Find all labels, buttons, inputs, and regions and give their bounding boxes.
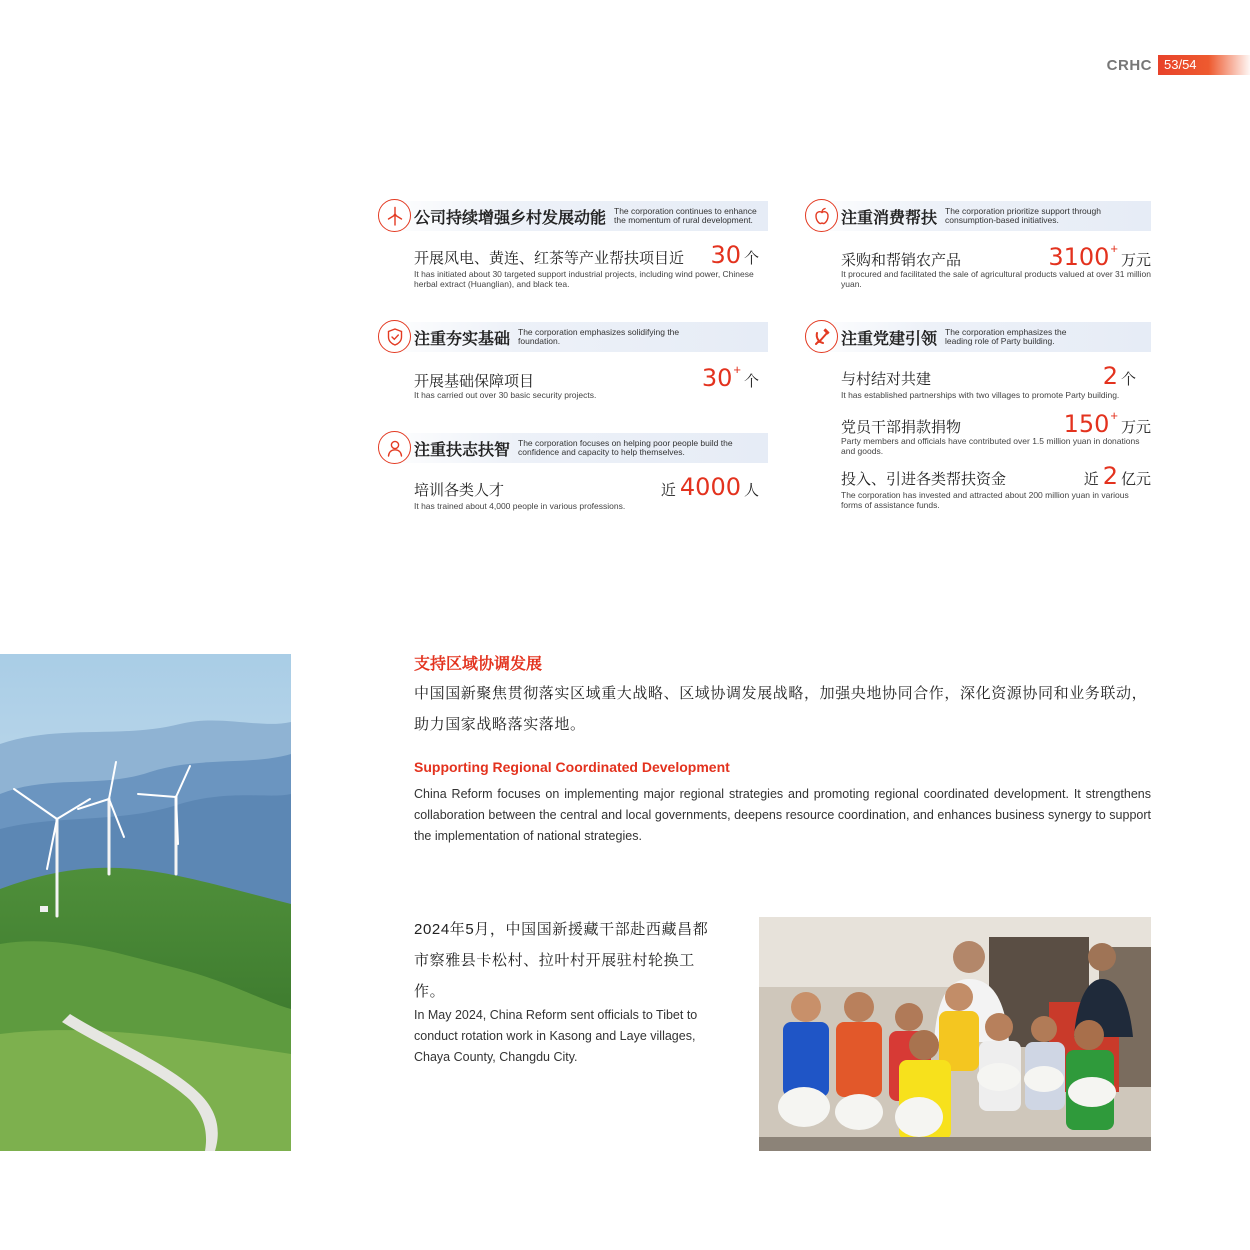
stat-label: 采购和帮销农产品 — [841, 252, 962, 269]
photo-caption-cn: 2024年5月，中国国新援藏干部赴西藏昌都市察雅县卡松村、拉叶村开展驻村轮换工作。 — [414, 921, 709, 1000]
stat-label: 投入、引进各类帮扶资金 — [841, 471, 1007, 488]
stat-number: 2 — [1102, 362, 1118, 390]
block-foundation — [378, 322, 768, 400]
stat-value — [1084, 462, 1151, 490]
stat-label: 开展风电、黄连、红茶等产业帮扶项目近 — [414, 250, 685, 267]
shield-check-icon — [378, 320, 411, 353]
stat-plus: + — [1110, 241, 1118, 256]
block-rural-development — [378, 201, 768, 289]
stat-description: Party members and officials have contributed over 1.5 million yuan in donations and goods. — [841, 436, 1140, 456]
stat-number: 30 — [710, 241, 741, 269]
stat-unit: 万元 — [1120, 419, 1151, 436]
block-subtitle: The corporation prioritize support through consumption-based initiatives. — [945, 206, 1101, 225]
block-subtitle: The corporation emphasizes the leading role of Party building. — [945, 327, 1067, 346]
stat-description: The corporation has invested and attracted about 200 million yuan in various forms of assistance funds. — [841, 490, 1129, 510]
block-subtitle: The corporation continues to enhance the momentum of rural development. — [614, 206, 757, 225]
hammer-sickle-icon — [805, 320, 838, 353]
stat-row — [841, 241, 1151, 289]
stat-description: It procured and facilitated the sale of agricultural products valued at over 31 million yuan. — [841, 269, 1151, 289]
stat-unit: 个 — [743, 373, 759, 390]
block-title: 注重消费帮扶 — [841, 209, 938, 227]
block-title: 公司持续增强乡村发展动能 — [414, 209, 607, 227]
block-wisdom — [378, 433, 768, 511]
section-title-en: Supporting Regional Coordinated Development — [414, 759, 730, 775]
stat-row — [414, 362, 759, 400]
stat-row — [841, 362, 1151, 400]
section-title-cn: 支持区域协调发展 — [414, 656, 543, 673]
stat-value — [702, 362, 759, 392]
page-number: 53/54 — [1158, 55, 1250, 75]
page-header — [1107, 55, 1250, 75]
stat-number: 2 — [1102, 462, 1118, 490]
apple-icon — [805, 199, 838, 232]
stat-unit: 个 — [743, 250, 759, 267]
stat-value — [1048, 241, 1151, 271]
person-icon — [378, 431, 411, 464]
stat-label: 与村结对共建 — [841, 371, 932, 388]
stat-description: It has trained about 4,000 people in various professions. — [414, 501, 626, 511]
block-header — [378, 322, 768, 352]
stat-value — [661, 473, 759, 501]
section-body-cn: 中国国新聚焦贯彻落实区域重大战略、区域协调发展战略，加强央地协同合作，深化资源协同和业务联动，助力国家战略落实落地。 — [414, 685, 1148, 733]
photo-caption-en: In May 2024, China Reform sent officials to Tibet to conduct rotation work in Kasong and Laye villages, Chaya County, Changdu City. — [414, 1008, 698, 1064]
stat-unit: 个 — [1120, 371, 1136, 388]
wind-farm-photo — [0, 654, 291, 1151]
stat-number: 30 — [701, 364, 733, 392]
stat-value — [1103, 362, 1136, 390]
stat-value — [710, 241, 759, 269]
block-header — [378, 433, 768, 463]
stat-number: 3100 — [1048, 243, 1110, 271]
stat-row — [841, 408, 1151, 456]
stat-plus: + — [733, 362, 741, 377]
village-children-photo — [759, 917, 1151, 1151]
stat-row — [414, 473, 759, 511]
block-consumption — [805, 201, 1151, 289]
stat-label: 培训各类人才 — [414, 482, 505, 499]
stat-number: 4000 — [679, 473, 741, 501]
stat-prefix: 近 — [1083, 471, 1099, 488]
stat-description: It has established partnerships with two villages to promote Party building. — [841, 390, 1120, 400]
brand-name: CRHC — [1106, 56, 1152, 74]
block-title: 注重党建引领 — [841, 330, 938, 348]
stat-unit: 万元 — [1120, 252, 1151, 269]
stat-row — [841, 462, 1151, 510]
stat-unit: 亿元 — [1120, 471, 1151, 488]
stat-plus: + — [1110, 408, 1118, 423]
block-header — [805, 201, 1151, 231]
block-subtitle: The corporation emphasizes solidifying the foundation. — [518, 327, 680, 346]
stat-number: 150 — [1063, 410, 1110, 438]
block-title: 注重扶志扶智 — [414, 441, 511, 459]
section-body-en: China Reform focuses on implementing major regional strategies and promoting regional coordinated development. It strengthens collaboration between the central and local governments, deepens resource coordination, and enhances business synergy to support the implementation of national strategies. — [414, 787, 1151, 843]
stat-description: It has initiated about 30 targeted support industrial projects, including wind power, Chinese herbal extract (Huanglian), and black tea. — [414, 269, 754, 289]
stat-unit: 人 — [743, 482, 759, 499]
stat-label: 开展基础保障项目 — [414, 373, 535, 390]
stat-label: 党员干部捐款捐物 — [841, 419, 962, 436]
block-party-building — [805, 322, 1151, 510]
block-header — [378, 201, 768, 231]
block-subtitle: The corporation focuses on helping poor people build the confidence and capacity to help themselves. — [518, 438, 733, 457]
stat-description: It has carried out over 30 basic security projects. — [414, 390, 597, 400]
block-title: 注重夯实基础 — [414, 330, 511, 348]
stat-prefix: 近 — [660, 482, 676, 499]
stat-value — [1064, 408, 1151, 438]
block-header — [805, 322, 1151, 352]
wind-turbine-icon — [378, 199, 411, 232]
stat-row — [414, 241, 759, 289]
